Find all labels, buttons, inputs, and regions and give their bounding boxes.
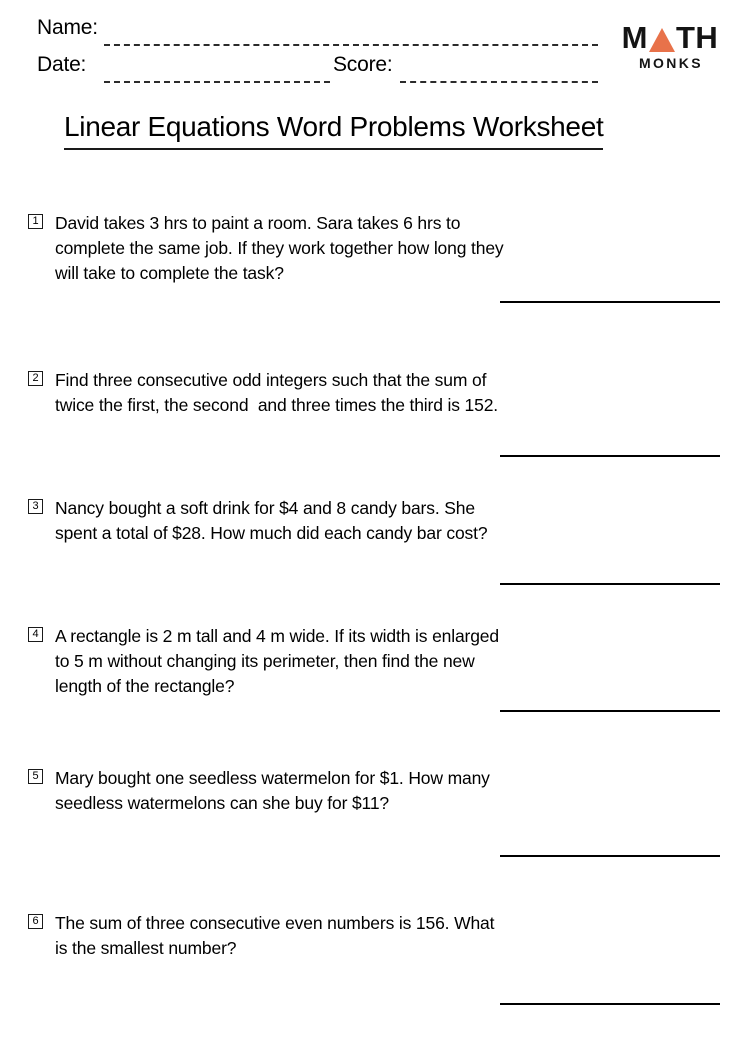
page-title: Linear Equations Word Problems Worksheet (64, 111, 603, 150)
question-text: Nancy bought a soft drink for $4 and 8 candy bars. She spent a total of $28. How much did each candy bar cost? (55, 498, 488, 543)
question-item (28, 211, 718, 286)
answer-line[interactable] (500, 455, 720, 457)
answer-line[interactable] (500, 583, 720, 585)
question-item (28, 766, 718, 816)
question-text: The sum of three consecutive even numbers is 156. What is the smallest number? (55, 913, 500, 958)
answer-line[interactable] (500, 1003, 720, 1005)
question-text: A rectangle is 2 m tall and 4 m wide. If its width is enlarged to 5 m without changing its perimeter, then find the new length of the rectangle? (55, 626, 504, 696)
question-text: Find three consecutive odd integers such that the sum of twice the first, the second and three times the third is 152. (55, 370, 499, 415)
question-number: 2 (28, 371, 43, 386)
logo-letter-m: M (621, 20, 648, 55)
question-item (28, 368, 718, 418)
date-label: Date: (37, 53, 87, 76)
answer-line[interactable] (500, 710, 720, 712)
logo-subtext: MONKS (638, 55, 704, 71)
logo-letters-th: TH (676, 20, 719, 55)
answer-line[interactable] (500, 855, 720, 857)
question-number: 6 (28, 914, 43, 929)
question-text: David takes 3 hrs to paint a room. Sara takes 6 hrs to complete the same job. If they work together how long they will take to complete the task? (55, 213, 509, 283)
answer-line[interactable] (500, 301, 720, 303)
score-label: Score: (333, 53, 393, 76)
question-number: 5 (28, 769, 43, 784)
question-number: 4 (28, 627, 43, 642)
question-item (28, 624, 718, 699)
question-number: 3 (28, 499, 43, 514)
question-item (28, 496, 718, 546)
name-label: Name: (37, 16, 98, 39)
question-item (28, 911, 718, 961)
question-number: 1 (28, 214, 43, 229)
question-text: Mary bought one seedless watermelon for $1. How many seedless watermelons can she buy for $11? (55, 768, 495, 813)
